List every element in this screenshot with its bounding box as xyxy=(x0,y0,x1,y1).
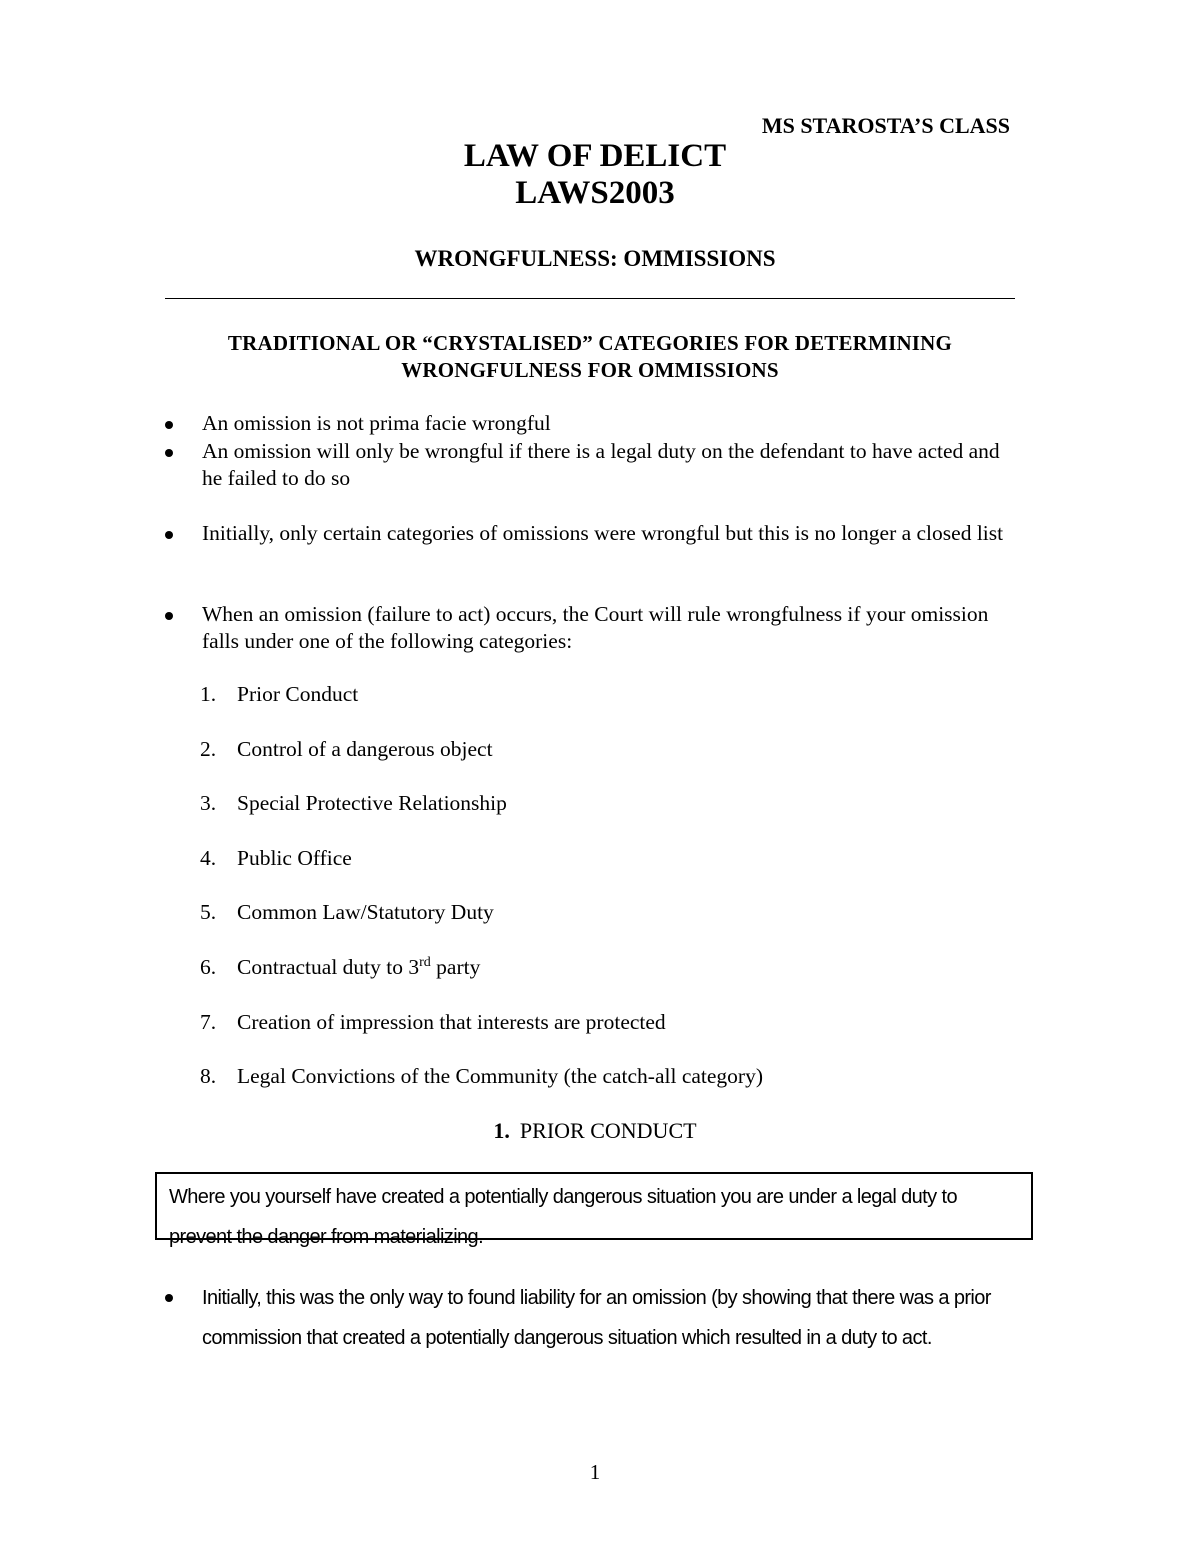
bullet-dot-icon xyxy=(165,531,173,539)
category-text: Public Office xyxy=(237,846,352,870)
bullet-text: When an omission (failure to act) occurs, the Court will rule wrongfulness if your omission falls under one of the following categories: xyxy=(202,602,989,653)
category-text: Legal Convictions of the Community (the catch-all category) xyxy=(237,1064,763,1088)
category-number: 2. xyxy=(200,737,217,761)
bullet-dot-icon xyxy=(165,449,173,457)
bullet-text: Initially, only certain categories of omissions were wrongful but this is no longer a closed list xyxy=(202,521,1004,545)
category-item xyxy=(200,791,507,816)
category-item xyxy=(200,900,494,925)
horizontal-rule xyxy=(165,298,1015,299)
category-number: 3. xyxy=(200,791,217,815)
prior-conduct-heading xyxy=(0,1118,1190,1144)
section-heading xyxy=(165,330,1015,384)
category-text: Common Law/Statutory Duty xyxy=(237,900,494,924)
category-number: 5. xyxy=(200,900,217,924)
category-item xyxy=(200,955,480,980)
course-code: LAWS2003 xyxy=(515,175,675,211)
bullet-dot-icon xyxy=(165,421,173,429)
category-number: 7. xyxy=(200,1010,217,1034)
definition-text: Where you yourself have created a potentially dangerous situation you are under a legal duty to prevent the danger from materializing. xyxy=(169,1186,957,1248)
category-item xyxy=(200,846,352,871)
category-item xyxy=(200,1064,763,1089)
bullet-text: Initially, this was the only way to found liability for an omission (by showing that there was a prior commission that created a potentially dangerous situation which resulted in a duty to act. xyxy=(202,1287,991,1349)
category-number: 4. xyxy=(200,846,217,870)
bullet-text: An omission will only be wrongful if there is a legal duty on the defendant to have acted and he failed to do so xyxy=(202,439,1000,490)
definition-box xyxy=(155,1172,1033,1248)
category-number: 1. xyxy=(200,682,217,706)
course-title: LAW OF DELICT xyxy=(463,138,727,174)
category-text: Special Protective Relationship xyxy=(237,791,507,815)
category-number: 8. xyxy=(200,1064,217,1088)
category-number: 6. xyxy=(200,955,217,980)
page-number: 1 xyxy=(589,1460,601,1484)
class-label: MS STAROSTA’S CLASS xyxy=(761,113,1010,138)
category-item xyxy=(200,737,493,762)
category-text-after: party xyxy=(430,955,481,980)
bullet-text: An omission is not prima facie wrongful xyxy=(202,411,551,435)
prior-conduct-number: 1. xyxy=(493,1118,510,1143)
category-superscript: rd xyxy=(419,955,431,970)
category-text: Contractual duty to 3 xyxy=(237,955,420,980)
section-heading-line-2: WRONGFULNESS FOR OMMISSIONS xyxy=(401,358,779,382)
topic-heading: WRONGFULNESS: OMMISSIONS xyxy=(414,246,776,271)
category-item xyxy=(200,1010,666,1035)
section-heading-line-1: TRADITIONAL OR “CRYSTALISED” CATEGORIES FOR DETERMINING xyxy=(227,331,953,355)
category-text: Creation of impression that interests are protected xyxy=(237,1010,666,1034)
bullet-dot-icon xyxy=(165,1294,173,1302)
category-text: Control of a dangerous object xyxy=(237,737,493,761)
prior-conduct-title: PRIOR CONDUCT xyxy=(519,1118,697,1143)
bullet-dot-icon xyxy=(165,612,173,620)
category-text: Prior Conduct xyxy=(237,682,359,706)
category-item xyxy=(200,682,358,707)
